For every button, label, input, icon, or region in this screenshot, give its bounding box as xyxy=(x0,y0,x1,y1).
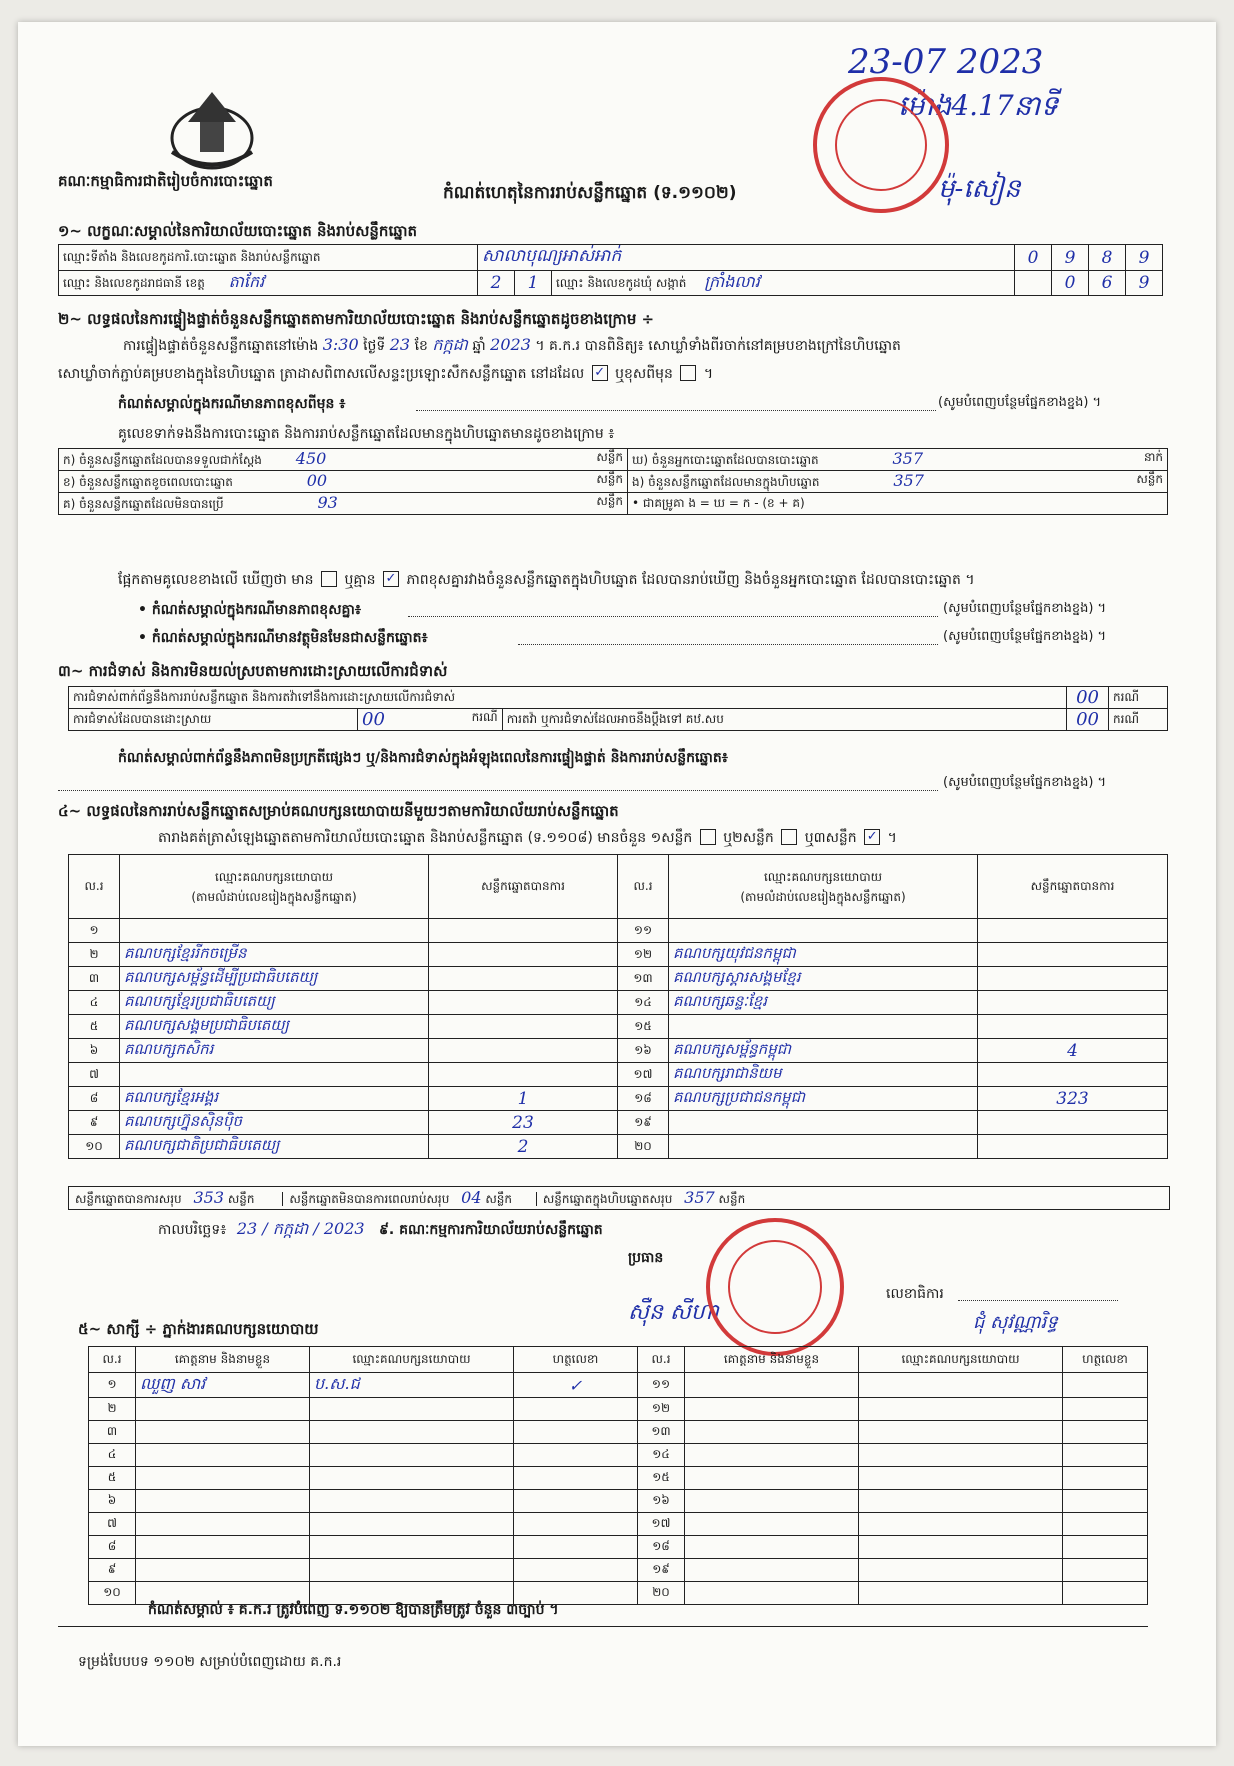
total-box-label: សន្លឹកឆ្នោតក្នុងហិបឆ្នោតសរុប xyxy=(536,1192,673,1206)
witness-name xyxy=(685,1536,859,1559)
witness-party xyxy=(310,1467,514,1490)
result-no: ៥ xyxy=(69,1015,120,1039)
result-party: គណបក្សយុវជនកម្ពុជា xyxy=(669,943,978,967)
unit-sheet: សន្លឹក xyxy=(718,1192,746,1206)
section1-title: ១~ លក្ខណៈសម្គាល់នៃការិយាល័យបោះឆ្នោត និងរាប់សន្លឹកឆ្នោត xyxy=(58,222,418,240)
secretary-label: លេខាធិការ xyxy=(886,1286,944,1302)
result-no: ១០ xyxy=(69,1135,120,1159)
unchanged-checkbox[interactable]: ✓ xyxy=(592,365,608,381)
result-no: ១ xyxy=(69,919,120,943)
three-sheet-checkbox[interactable]: ✓ xyxy=(864,829,880,845)
col-votes-header: សន្លឹកឆ្នោតបានការ xyxy=(429,855,618,919)
result-votes: 2 xyxy=(429,1135,618,1159)
fill-back-note: (សូមបំពេញបន្ថែមផ្នែកខាងខ្នង) ។ xyxy=(943,775,1107,790)
unit-case: ករណី xyxy=(471,710,498,724)
province-code-digit: 1 xyxy=(515,271,552,296)
unit-sheet: សន្លឹក xyxy=(1136,472,1163,486)
totals-row xyxy=(68,1186,1170,1210)
result-votes xyxy=(978,1111,1168,1135)
commune-code-digit: 6 xyxy=(1089,271,1126,296)
col-no-header: ល.រ xyxy=(69,855,120,919)
col-no-header: ល.រ xyxy=(618,855,669,919)
col-party-header: ឈ្មោះគណបក្សនយោបាយ xyxy=(859,1347,1063,1373)
witness-signature xyxy=(514,1536,638,1559)
witness-no: ១៣ xyxy=(638,1421,685,1444)
col-sign-header: ហត្ថលេខា xyxy=(1063,1347,1148,1373)
witness-no: ២០ xyxy=(638,1582,685,1605)
witness-signature xyxy=(514,1398,638,1421)
form-code: ទម្រង់បែបបទ ១១០២ សម្រាប់បំពេញដោយ គ.ក.រ xyxy=(78,1654,342,1670)
result-party xyxy=(669,1135,978,1159)
result-votes xyxy=(429,967,618,991)
witness-party xyxy=(859,1559,1063,1582)
one-sheet-checkbox[interactable] xyxy=(700,829,716,845)
witness-signature xyxy=(514,1467,638,1490)
resolved-value-cell xyxy=(358,709,503,731)
fill-back-note: (សូមបំពេញបន្ថែមផ្នែកខាងខ្នង) ។ xyxy=(943,601,1107,616)
table-row xyxy=(89,1398,1148,1421)
result-votes xyxy=(978,967,1168,991)
result-party: គណបក្សរាជានិយម xyxy=(669,1063,978,1087)
footer-note: កំណត់សម្គាល់ ៖ គ.ក.រ ត្រូវបំពេញ ទ.១១០២ ឱ្យបានត្រឹមត្រូវ ចំនួន ៣ច្បាប់ ។ xyxy=(148,1602,559,1618)
witness-no: ៥ xyxy=(89,1467,136,1490)
witness-name xyxy=(136,1467,310,1490)
nonballot-note: • កំណត់សម្គាល់ក្នុងករណីមានវត្ថុមិនមែនជាសន្លឹកឆ្នោត៖ xyxy=(138,630,428,646)
witness-signature xyxy=(1063,1582,1148,1605)
witness-no: ៦ xyxy=(89,1490,136,1513)
result-no: ១២ xyxy=(618,943,669,967)
total-invalid-value: 04 xyxy=(461,1188,482,1207)
result-party: គណបក្សខ្មែររីកចម្រើន xyxy=(120,943,429,967)
commune-code-digit: 0 xyxy=(1052,271,1089,296)
unit-sheet: សន្លឹក xyxy=(485,1192,512,1206)
result-no: ៣ xyxy=(69,967,120,991)
note-line xyxy=(518,644,938,645)
witness-no: ១៥ xyxy=(638,1467,685,1490)
witness-party xyxy=(859,1421,1063,1444)
witness-party xyxy=(310,1536,514,1559)
table-row xyxy=(69,1087,1168,1111)
result-party xyxy=(669,919,978,943)
witness-no: ១២ xyxy=(638,1398,685,1421)
unit-case: ករណី xyxy=(1109,687,1168,709)
witness-name xyxy=(685,1513,859,1536)
handwritten-time: ម៉ោង4.17នាទី xyxy=(898,89,1059,122)
witness-party xyxy=(310,1398,514,1421)
result-votes xyxy=(429,1063,618,1087)
spoiled-value: 00 xyxy=(306,471,328,490)
witness-party xyxy=(310,1559,514,1582)
total-invalid-label: សន្លឹកឆ្នោតមិនបានការពេលរាប់សរុប xyxy=(282,1192,449,1206)
official-stamp-bottom xyxy=(706,1218,844,1356)
result-no: ៧ xyxy=(69,1063,120,1087)
witness-party xyxy=(310,1490,514,1513)
col-name-header: គោត្តនាម និងនាមខ្លួន xyxy=(685,1347,859,1373)
station-code-digit: 8 xyxy=(1089,245,1126,271)
date-line xyxy=(158,1218,603,1242)
three-sheet-label: ឬ៣សន្លឹក xyxy=(804,830,857,846)
no-difference-checkbox[interactable]: ✓ xyxy=(383,571,399,587)
result-no: ៩ xyxy=(69,1111,120,1135)
witness-name xyxy=(685,1490,859,1513)
handwritten-date: 23-07 2023 xyxy=(848,42,1044,82)
verification-time: 3:30 xyxy=(322,335,359,354)
result-party: គណបក្សសង្គមប្រជាធិបតេយ្យ xyxy=(120,1015,429,1039)
two-sheet-checkbox[interactable] xyxy=(781,829,797,845)
result-no: ១៨ xyxy=(618,1087,669,1111)
unused-label: គ) ចំនួនសន្លឹកឆ្នោតដែលមិនបានប្រើ xyxy=(63,497,224,511)
voters-label: ឃ) ចំនួនអ្នកបោះឆ្នោតដែលបានបោះឆ្នោត xyxy=(632,453,819,467)
witness-name xyxy=(685,1421,859,1444)
result-votes: 4 xyxy=(978,1039,1168,1063)
witness-signature xyxy=(1063,1467,1148,1490)
witness-signature xyxy=(1063,1421,1148,1444)
witness-signature: ✓ xyxy=(514,1373,638,1398)
complaints-label: ការជំទាស់ពាក់ព័ន្ធនឹងការរាប់សន្លឹកឆ្នោត និងការតវ៉ាទៅនឹងការដោះស្រាយលើការជំទាស់ xyxy=(69,687,1067,709)
result-party: គណបក្សខ្មែរប្រជាធិបតេយ្យ xyxy=(120,991,429,1015)
section3-title: ៣~ ការជំទាស់ និងការមិនយល់ស្របតាមការដោះស្រាយលើការជំទាស់ xyxy=(58,662,448,680)
official-stamp-top xyxy=(813,77,949,213)
compare-text-b: ឬគ្មាន xyxy=(344,572,376,588)
witness-no: ៧ xyxy=(89,1513,136,1536)
result-votes xyxy=(978,991,1168,1015)
table-row xyxy=(69,919,1168,943)
col-party-title: ឈ្មោះគណបក្សនយោបាយ xyxy=(763,869,883,884)
witness-no: ៣ xyxy=(89,1421,136,1444)
witness-no: ១០ xyxy=(89,1582,136,1605)
witness-party: ប.ស.ជ xyxy=(310,1373,514,1398)
station-name-label: ឈ្មោះទីតាំង និងលេខកូដការិ.បោះឆ្នោត និងរាប់សន្លឹកឆ្នោត xyxy=(59,245,478,271)
year-label: ឆ្នាំ xyxy=(472,338,486,354)
result-party xyxy=(120,1063,429,1087)
witness-signature xyxy=(1063,1444,1148,1467)
witness-signature xyxy=(1063,1559,1148,1582)
station-code-digit: 9 xyxy=(1052,245,1089,271)
result-party: គណបក្សប្រជាជនកម្ពុជា xyxy=(669,1087,978,1111)
compare-text-c: ភាពខុសគ្នារវាងចំនួនសន្លឹកឆ្នោតក្នុងហិបឆ្នោត ដែលបានរាប់ឃើញ និងចំនួនអ្នកបោះឆ្នោត ដែលបានបោះឆ្នោត ។ xyxy=(406,572,975,588)
result-party: គណបក្សហ្វ៊ុនស៊ិនប៉ិច xyxy=(120,1111,429,1135)
lock-status-text: សោឃ្លាំចាក់ភ្ជាប់គម្របខាងក្នុងនៃហិបឆ្នោត ត្រាដាសពិពាសលើសន្ទះប្រឡោះសឹកសន្លឹកឆ្នោត នៅដដែល xyxy=(58,366,585,382)
handwritten-name: ម៉ុ-សៀន xyxy=(938,174,1021,204)
date-value: 23 / កក្កដា / 2023 xyxy=(236,1219,365,1238)
section4-title: ៤~ លទ្ធផលនៃការរាប់សន្លឹកឆ្នោតសម្រាប់គណបក្សនយោបាយនីមួយៗតាមការិយាល័យរាប់សន្លឹកឆ្នោត xyxy=(58,802,619,820)
witness-name xyxy=(136,1559,310,1582)
witness-signature xyxy=(514,1559,638,1582)
result-votes xyxy=(978,919,1168,943)
result-votes xyxy=(978,1135,1168,1159)
unused-value: 93 xyxy=(317,493,338,512)
unit-sheet: សន្លឹក xyxy=(596,494,623,508)
tally-sheet-line: តារាងគត់ត្រាសំឡេងឆ្នោតតាមការិយាល័យបោះឆ្នោត និងរាប់សន្លឹកឆ្នោត (ទ.១១០៨) មានចំនួន ១សន្លឹក ឬ២សន្លឹក ឬ៣សន្លឹក ✓ ។ xyxy=(158,829,897,846)
table-row xyxy=(69,1135,1168,1159)
verification-line-2: សោឃ្លាំចាក់ភ្ជាប់គម្របខាងក្នុងនៃហិបឆ្នោត ត្រាដាសពិពាសលើសន្ទះប្រឡោះសឹកសន្លឹកឆ្នោត នៅដដែល ✓ ឬខុសពីមុន ។ xyxy=(58,365,714,382)
witness-party xyxy=(310,1444,514,1467)
voters-value: 357 xyxy=(892,449,923,468)
verification-month: កក្កដា xyxy=(432,335,468,354)
commune-label xyxy=(552,271,1015,296)
date-label: កាលបរិច្ឆេទ៖ xyxy=(158,1222,227,1238)
two-sheet-label: ឬ២សន្លឹក xyxy=(723,830,774,846)
witness-signature xyxy=(514,1421,638,1444)
witness-no: ១ xyxy=(89,1373,136,1398)
appeal-label: ការតវ៉ា ឬការជំទាស់ដែលអាចនឹងប្តឹងទៅ គឋ.សប xyxy=(502,709,1066,731)
fill-back-note: (សូមបំពេញបន្ថែមផ្នែកខាងខ្នង) ។ xyxy=(943,629,1107,644)
note-line xyxy=(58,790,938,791)
complaints-table xyxy=(68,686,1168,731)
witness-signature xyxy=(514,1490,638,1513)
table-row xyxy=(89,1444,1148,1467)
witness-party xyxy=(859,1490,1063,1513)
difference-note-label: កំណត់សម្គាល់ក្នុងករណីមានភាពខុសពីមុន ៖ xyxy=(118,396,346,412)
witness-name xyxy=(685,1444,859,1467)
results-table xyxy=(68,854,1168,1159)
document-page xyxy=(18,22,1216,1746)
witness-name xyxy=(136,1536,310,1559)
witness-no: ៨ xyxy=(89,1536,136,1559)
changed-label: ឬខុសពីមុន xyxy=(615,366,673,382)
table-row xyxy=(89,1513,1148,1536)
witness-party xyxy=(859,1467,1063,1490)
col-no-header: ល.រ xyxy=(638,1347,685,1373)
org-name: គណៈកម្មាធិការជាតិរៀបចំការបោះឆ្នោត xyxy=(58,172,273,190)
table-row xyxy=(69,991,1168,1015)
witness-no: ១៩ xyxy=(638,1559,685,1582)
secretary-line xyxy=(958,1300,1118,1301)
witness-signature xyxy=(1063,1536,1148,1559)
table-row xyxy=(89,1536,1148,1559)
result-no: ១៣ xyxy=(618,967,669,991)
witness-signature xyxy=(1063,1513,1148,1536)
result-votes xyxy=(429,1015,618,1039)
result-votes: 1 xyxy=(429,1087,618,1111)
table-row xyxy=(69,1063,1168,1087)
table-row xyxy=(69,943,1168,967)
col-party-sub: (តាមលំដាប់លេខរៀងក្នុងសន្លឹកឆ្នោត) xyxy=(191,889,357,904)
table-row xyxy=(89,1490,1148,1513)
witness-name xyxy=(136,1513,310,1536)
result-party xyxy=(669,1015,978,1039)
witness-name xyxy=(136,1490,310,1513)
table-row xyxy=(89,1467,1148,1490)
resolved-value: 00 xyxy=(362,709,385,730)
province-code-digit: 2 xyxy=(478,271,515,296)
witness-name xyxy=(685,1582,859,1605)
table-row xyxy=(69,1015,1168,1039)
result-votes xyxy=(978,1015,1168,1039)
result-votes xyxy=(429,943,618,967)
province-value: តាកែវ xyxy=(228,272,265,291)
verification-line-1 xyxy=(123,334,901,358)
witness-party xyxy=(859,1398,1063,1421)
col-party-title: ឈ្មោះគណបក្សនយោបាយ xyxy=(214,869,334,884)
witness-signature xyxy=(514,1513,638,1536)
section2-title: ២~ លទ្ធផលនៃការផ្ទៀងផ្ទាត់ចំនួនសន្លឹកឆ្នោតតាមការិយាល័យបោះឆ្នោត និងរាប់សន្លឹកឆ្នោតដូចខាងក្រោម ÷ xyxy=(58,310,655,328)
result-party: គណបក្សជាតិប្រជាធិបតេយ្យ xyxy=(120,1135,429,1159)
unit-case: ករណី xyxy=(1109,709,1168,731)
result-votes: 323 xyxy=(978,1087,1168,1111)
table-row xyxy=(89,1559,1148,1582)
witness-signature xyxy=(514,1444,638,1467)
col-no-header: ល.រ xyxy=(89,1347,136,1373)
witness-party xyxy=(859,1536,1063,1559)
in-box-value: 357 xyxy=(893,471,924,490)
province-label xyxy=(59,271,478,296)
col-votes-header: សន្លឹកឆ្នោតបានការ xyxy=(978,855,1168,919)
table-row xyxy=(69,967,1168,991)
witness-party xyxy=(859,1513,1063,1536)
nec-emblem-logo xyxy=(158,82,266,172)
complaints-value: 00 xyxy=(1067,687,1109,709)
chair-signature: ស៊ឺន សីហា xyxy=(628,1300,719,1325)
unit-sheet: សន្លឹក xyxy=(596,450,623,464)
result-party: គណបក្សសម្ព័ន្ធដើម្បីប្រជាធិបតេយ្យ xyxy=(120,967,429,991)
witness-name xyxy=(136,1444,310,1467)
station-name-value: សាលាបុណ្យអាស់អាក់ xyxy=(478,245,1015,271)
result-party: គណបក្សសម្ព័ន្ធកម្ពុជា xyxy=(669,1039,978,1063)
col-party-header xyxy=(120,855,429,919)
result-party: គណបក្សខ្មែរអង្គរ xyxy=(120,1087,429,1111)
result-no: ៦ xyxy=(69,1039,120,1063)
day-label: ថ្ងៃទី xyxy=(363,338,386,354)
witness-no: ១៧ xyxy=(638,1513,685,1536)
table-row xyxy=(69,1111,1168,1135)
witness-no: ១៦ xyxy=(638,1490,685,1513)
province-label-text: ឈ្មោះ និងលេខកូដរាជធានី ខេត្ត xyxy=(63,276,205,290)
has-difference-checkbox[interactable] xyxy=(321,571,337,587)
compare-text-a: ផ្អែកតាមគូលេខខាងលើ ឃើញថា មាន xyxy=(118,572,314,588)
result-votes: 23 xyxy=(429,1111,618,1135)
document-title: កំណត់ហេតុនៃការរាប់សន្លឹកឆ្នោត (ទ.១១០២) xyxy=(443,183,737,203)
verification-year: 2023 xyxy=(490,335,531,354)
result-no: ១១ xyxy=(618,919,669,943)
witness-name: ឈួញ សាវ xyxy=(136,1373,310,1398)
col-sign-header: ហត្ថលេខា xyxy=(514,1347,638,1373)
result-no: ១៦ xyxy=(618,1039,669,1063)
resolved-label: ការជំទាស់ដែលបានដោះស្រាយ xyxy=(69,709,358,731)
table-row xyxy=(69,1039,1168,1063)
received-label: ក) ចំនួនសន្លឹកឆ្នោតដែលបានទទួលជាក់ស្តែង xyxy=(63,453,262,467)
unit-sheet: សន្លឹក xyxy=(596,472,623,486)
witness-no: ១៨ xyxy=(638,1536,685,1559)
verification-text: ការផ្ទៀងផ្ទាត់ចំនួនសន្លឹកឆ្នោតនៅម៉ោង xyxy=(123,338,319,354)
total-valid-label: សន្លឹកឆ្នោតបានការសរុប xyxy=(75,1192,182,1206)
witness-no: ៤ xyxy=(89,1444,136,1467)
chair-label: ប្រធាន xyxy=(628,1250,664,1266)
witness-party xyxy=(859,1582,1063,1605)
result-party: គណបក្សស្ដារសង្គមខ្មែរ xyxy=(669,967,978,991)
witness-name xyxy=(685,1559,859,1582)
commune-label-text: ឈ្មោះ និងលេខកូដឃុំ សង្កាត់ xyxy=(556,276,687,290)
result-party xyxy=(120,919,429,943)
result-no: ២ xyxy=(69,943,120,967)
col-party-header xyxy=(669,855,978,919)
verification-text-end: ។ គ.ក.រ បានពិនិត្យ៖ សោឃ្លាំទាំងពីរចាក់នៅគម្របខាងក្រៅនៃហិបឆ្នោត xyxy=(535,338,901,354)
result-party: គណបក្សកសិករ xyxy=(120,1039,429,1063)
witness-party xyxy=(310,1513,514,1536)
total-valid-value: 353 xyxy=(193,1188,225,1207)
table-row xyxy=(89,1373,1148,1398)
verification-day: 23 xyxy=(389,335,411,354)
result-votes xyxy=(978,1063,1168,1087)
col-party-header: ឈ្មោះគណបក្សនយោបាយ xyxy=(310,1347,514,1373)
witness-signature xyxy=(1063,1490,1148,1513)
witness-no: ១១ xyxy=(638,1373,685,1398)
witness-table xyxy=(88,1346,1148,1605)
difference-note: • កំណត់សម្គាល់ក្នុងករណីមានភាពខុសគ្នា៖ xyxy=(138,602,362,618)
commune-code-digit: 9 xyxy=(1126,271,1163,296)
footer-divider xyxy=(58,1626,1148,1627)
result-party xyxy=(669,1111,978,1135)
result-no: ១៧ xyxy=(618,1063,669,1087)
summary-intro: គូលេខទាក់ទងនឹងការបោះឆ្នោត និងការរាប់សន្លឹកឆ្នោតដែលមានក្នុងហិបឆ្នោតមានដូចខាងក្រោម ៖ xyxy=(118,426,615,442)
commune-value: ក្រាំងលាវ xyxy=(704,272,760,291)
result-no: ៨ xyxy=(69,1087,120,1111)
committee-label: ៩. គណៈកម្មការការិយាល័យរាប់សន្លឹកឆ្នោត xyxy=(379,1222,603,1238)
witness-name xyxy=(136,1421,310,1444)
irregularity-note: កំណត់សម្គាល់ពាក់ព័ន្ធនឹងភាពមិនប្រក្រតីផ្សេងៗ ឬ/និងការជំទាស់ក្នុងអំឡុងពេលនៃការផ្ទៀងផ្ទាត់ និងការរាប់សន្លឹកឆ្នោត៖ xyxy=(118,750,728,766)
received-value: 450 xyxy=(295,449,327,468)
result-votes xyxy=(978,943,1168,967)
note-line xyxy=(408,616,938,617)
ballot-summary-table xyxy=(58,448,1168,515)
result-votes xyxy=(429,919,618,943)
appeal-value: 00 xyxy=(1067,709,1109,731)
unit-person: នាក់ xyxy=(1143,450,1163,464)
witness-name xyxy=(685,1373,859,1398)
secretary-signature: ជុំ សុវណ្ណារិទ្ធ xyxy=(973,1312,1058,1333)
result-no: ១៩ xyxy=(618,1111,669,1135)
month-label: ខែ xyxy=(414,338,428,354)
section5-title: ៥~ សាក្សី ÷ ភ្នាក់ងារគណបក្សនយោបាយ xyxy=(78,1320,319,1338)
result-no: ៤ xyxy=(69,991,120,1015)
result-party: គណបក្សឆន្ទៈខ្មែរ xyxy=(669,991,978,1015)
witness-party xyxy=(859,1373,1063,1398)
col-name-header: គោត្តនាម និងនាមខ្លួន xyxy=(136,1347,310,1373)
witness-signature xyxy=(1063,1398,1148,1421)
witness-no: ៩ xyxy=(89,1559,136,1582)
witness-name xyxy=(136,1398,310,1421)
result-votes xyxy=(429,991,618,1015)
witness-signature xyxy=(1063,1373,1148,1398)
table-row xyxy=(89,1421,1148,1444)
witness-name xyxy=(685,1398,859,1421)
station-code-digit: 0 xyxy=(1015,245,1052,271)
result-no: ២០ xyxy=(618,1135,669,1159)
witness-no: ២ xyxy=(89,1398,136,1421)
result-no: ១៤ xyxy=(618,991,669,1015)
col-party-sub: (តាមលំដាប់លេខរៀងក្នុងសន្លឹកឆ្នោត) xyxy=(740,889,906,904)
witness-name xyxy=(685,1467,859,1490)
result-no: ១៥ xyxy=(618,1015,669,1039)
compare-line xyxy=(118,570,975,591)
fill-back-note: (សូមបំពេញបន្ថែមផ្នែកខាងខ្នង) ។ xyxy=(938,395,1102,410)
formula: • ជាគម្រូគា ង = ឃ = ក - (ខ + គ) xyxy=(628,493,1168,515)
station-code-digit: 9 xyxy=(1126,245,1163,271)
result-votes xyxy=(429,1039,618,1063)
in-box-label: ង) ចំនួនសន្លឹកឆ្នោតដែលមានក្នុងហិបឆ្នោត xyxy=(632,475,820,489)
spoiled-label: ខ) ចំនួនសន្លឹកឆ្នោតខូចពេលបោះឆ្នោត xyxy=(63,475,233,489)
witness-party xyxy=(859,1444,1063,1467)
unit-sheet: សន្លឹក xyxy=(227,1192,255,1206)
note-line xyxy=(416,410,936,411)
polling-station-table xyxy=(58,244,1163,296)
total-box-value: 357 xyxy=(684,1188,715,1207)
changed-checkbox[interactable] xyxy=(680,365,696,381)
witness-party xyxy=(310,1421,514,1444)
tally-intro: តារាងគត់ត្រាសំឡេងឆ្នោតតាមការិយាល័យបោះឆ្នោត និងរាប់សន្លឹកឆ្នោត (ទ.១១០៨) មានចំនួន ១សន្លឹក xyxy=(158,830,693,846)
witness-no: ១៤ xyxy=(638,1444,685,1467)
